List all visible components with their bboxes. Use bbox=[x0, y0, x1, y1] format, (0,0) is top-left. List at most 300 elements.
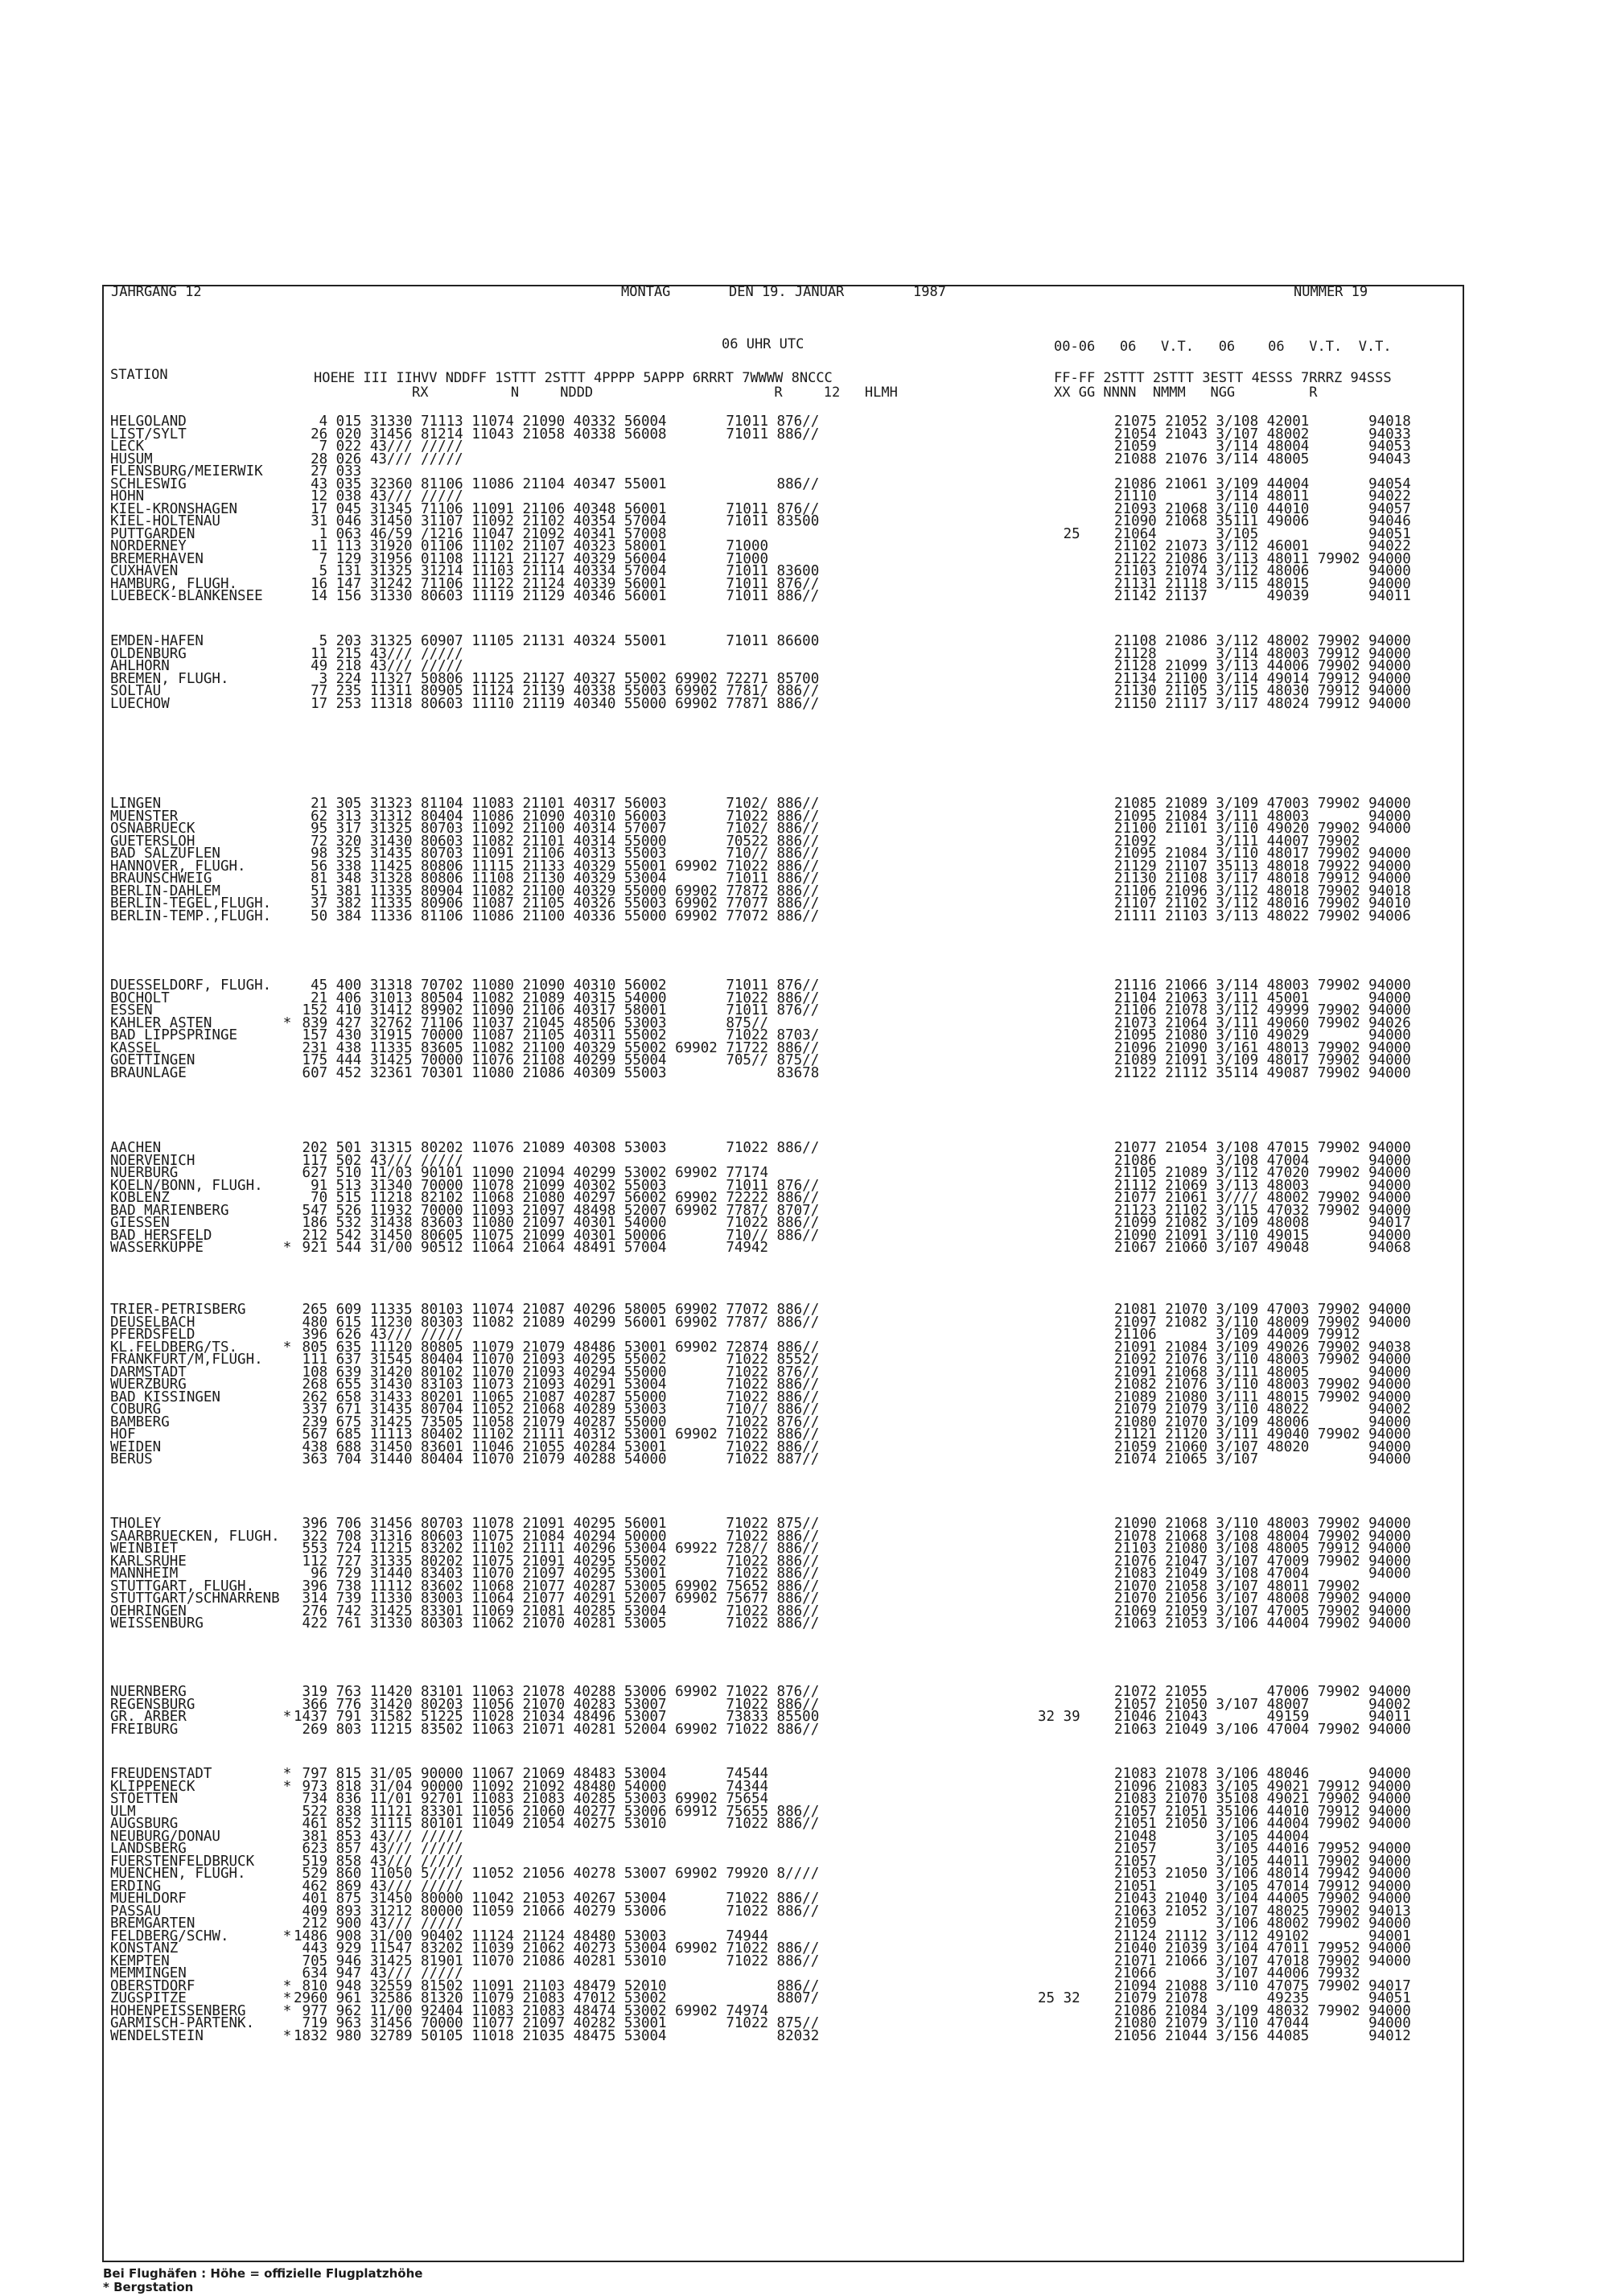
extreme-values: 21089 21091 3/109 48017 79902 94000 bbox=[1114, 1052, 1411, 1068]
extreme-values: 21103 21080 3/108 48005 79912 94000 bbox=[1114, 1541, 1411, 1557]
station-name: FREIBURG bbox=[110, 1722, 179, 1737]
mountain-marker: * bbox=[282, 2002, 292, 2019]
station-name: KL.FELDBERG/TS. bbox=[110, 1339, 238, 1355]
synop-values: 95 317 31325 80703 11092 21100 40314 57007 7102/ 886// bbox=[294, 821, 820, 837]
synop-values: 623 857 43/// ///// bbox=[294, 1841, 463, 1857]
gust-values: 32 39 bbox=[1038, 1709, 1080, 1725]
synop-values: 17 253 11318 80603 11110 21119 40340 55000 69902 77871 886// bbox=[294, 695, 820, 712]
station-name: BAMBERG bbox=[110, 1414, 170, 1430]
station-name: TRIER-PETRISBERG bbox=[110, 1302, 246, 1317]
station-name: HUSUM bbox=[110, 451, 153, 467]
station-name: HOF bbox=[110, 1427, 136, 1442]
right-columns-subheading: XX GG NNNN NMMM NGG R bbox=[1054, 385, 1318, 401]
synop-values: 396 626 43/// ///// bbox=[294, 1327, 463, 1343]
synop-values: 553 724 11215 83202 11102 21111 40296 53004 69922 728// 886// bbox=[294, 1541, 820, 1557]
mountain-marker: * bbox=[282, 1240, 292, 1256]
synop-values: 480 615 11230 80303 11082 21089 40299 56001 69902 7787/ 886// bbox=[294, 1314, 820, 1331]
synop-values: 522 838 11121 83301 11056 21060 40277 53006 69912 75655 886// bbox=[294, 1803, 820, 1820]
station-name: HOHN bbox=[110, 489, 145, 504]
mountain-marker: * bbox=[282, 2027, 292, 2044]
extreme-values: 21107 21102 3/112 48016 79902 94010 bbox=[1114, 895, 1411, 911]
extreme-values: 21077 21061 3//// 48002 79902 94000 bbox=[1114, 1190, 1411, 1206]
synop-values: 5 131 31325 31214 11103 21114 40334 57004 71011 83600 bbox=[294, 563, 820, 579]
station-name: KEMPTEN bbox=[110, 1953, 170, 1969]
synop-values: 72 320 31430 80603 11082 21101 40314 55000 70522 886// bbox=[294, 833, 820, 850]
station-name: BERLIN-TEGEL,FLUGH. bbox=[110, 896, 272, 911]
extreme-values: 21095 21080 3/110 49029 94000 bbox=[1114, 1027, 1411, 1043]
extreme-values: 21056 21044 3/156 44085 94012 bbox=[1114, 2027, 1411, 2044]
extreme-values: 21130 21105 3/115 48030 79912 94000 bbox=[1114, 683, 1411, 699]
station-name: KIEL-KRONSHAGEN bbox=[110, 501, 238, 516]
extreme-values: 21063 21049 3/106 47004 79902 94000 bbox=[1114, 1721, 1411, 1738]
station-name: BAD LIPPSPRINGE bbox=[110, 1028, 238, 1043]
station-name: DEUSELBACH bbox=[110, 1315, 195, 1330]
synop-values: 56 338 11425 80806 11115 21133 40329 55001 69902 71022 886// bbox=[294, 858, 820, 874]
extreme-values: 21093 21068 3/110 44010 94057 bbox=[1114, 500, 1411, 517]
synop-values: 529 860 11050 5//// 11052 21056 40278 53007 69902 79920 8//// bbox=[294, 1866, 820, 1882]
synop-values: 212 900 43/// ///// bbox=[294, 1915, 463, 1932]
extreme-values: 21075 21052 3/108 42001 94018 bbox=[1114, 414, 1411, 430]
station-name: ZUGSPITZE bbox=[110, 1991, 187, 2006]
station-name: GARMISCH-PARTENK. bbox=[110, 2016, 255, 2031]
synop-values: 111 637 31545 80404 11070 21093 40295 55002 71022 8552/ bbox=[294, 1352, 820, 1368]
station-name: FREUDENSTADT bbox=[110, 1767, 212, 1781]
extreme-values: 21092 3/111 44007 79902 bbox=[1114, 833, 1360, 850]
station-name: KASSEL bbox=[110, 1040, 162, 1055]
station-name: KONSTANZ bbox=[110, 1941, 179, 1956]
station-name: BERUS bbox=[110, 1452, 153, 1467]
synop-values: 77 235 11311 80905 11124 21139 40338 55003 69902 7781/ 886// bbox=[294, 683, 820, 699]
station-name: STUTTGART/SCHNARRENB bbox=[110, 1591, 280, 1606]
station-name: LINGEN bbox=[110, 796, 162, 811]
extreme-values: 21105 21089 3/112 47020 79902 94000 bbox=[1114, 1165, 1411, 1181]
extreme-values: 21059 3/114 48004 94053 bbox=[1114, 438, 1411, 455]
extreme-values: 21076 21047 3/107 47009 79902 94000 bbox=[1114, 1553, 1411, 1570]
station-name: BERLIN-TEMP.,FLUGH. bbox=[110, 908, 272, 924]
station-name: DARMSTADT bbox=[110, 1364, 187, 1380]
synop-values: 21 406 31013 80504 11082 21089 40315 54000 71022 886// bbox=[294, 990, 820, 1006]
synop-values: 50 384 11336 81106 11086 21100 40336 55000 69902 77072 886// bbox=[294, 907, 820, 924]
synop-values: 157 430 31915 70000 11087 21105 40311 55002 71022 8703/ bbox=[294, 1027, 820, 1043]
synop-values: 396 738 11112 83602 11068 21077 40287 53005 69902 75652 886// bbox=[294, 1578, 820, 1594]
mountain-marker: * bbox=[282, 1990, 292, 2006]
station-name: LECK bbox=[110, 439, 145, 454]
synop-values: 186 532 31438 83603 11080 21097 40301 54000 71022 886// bbox=[294, 1215, 820, 1231]
mountain-marker: * bbox=[282, 1709, 292, 1725]
synop-values: 262 658 31433 80201 11065 21087 40287 55000 71022 886// bbox=[294, 1389, 820, 1405]
station-name: BOCHOLT bbox=[110, 990, 170, 1006]
station-name: REGENSBURG bbox=[110, 1697, 195, 1712]
synop-values: 322 708 31316 80603 11075 21084 40294 50000 71022 886// bbox=[294, 1528, 820, 1545]
extreme-values: 21129 21107 35113 48018 79922 94000 bbox=[1114, 858, 1411, 874]
synop-values: 276 742 31425 83301 11069 21081 40285 53004 71022 886// bbox=[294, 1603, 820, 1619]
extreme-values: 21079 21078 49235 94051 bbox=[1114, 1990, 1411, 2006]
synop-values: 49 218 43/// ///// bbox=[294, 658, 463, 674]
station-name: COBURG bbox=[110, 1402, 162, 1417]
extreme-values: 21046 21043 49159 94011 bbox=[1114, 1709, 1411, 1725]
synop-values: 381 853 43/// ///// bbox=[294, 1828, 463, 1845]
extreme-values: 21096 21083 3/105 49021 79912 94000 bbox=[1114, 1778, 1411, 1795]
station-name: KARLSRUHE bbox=[110, 1553, 187, 1569]
synop-values: 27 033 bbox=[294, 463, 362, 479]
synop-values: 5 203 31325 60907 11105 21131 40324 55001 71011 86600 bbox=[294, 633, 820, 649]
extreme-values: 21128 3/114 48003 79912 94000 bbox=[1114, 645, 1411, 662]
synop-values: 409 893 31212 80000 11059 21066 40279 53006 71022 886// bbox=[294, 1903, 820, 1920]
station-name: WASSERKUPPE bbox=[110, 1241, 204, 1255]
synop-values: 547 526 11932 70000 11093 21097 48498 52007 69902 7787/ 8707/ bbox=[294, 1202, 820, 1219]
station-name: KAHLER ASTEN bbox=[110, 1015, 212, 1031]
synop-values: 921 544 31/00 90512 11064 21064 48491 57004 74942 bbox=[294, 1240, 769, 1256]
extreme-values: 21070 21056 3/107 48008 79902 94000 bbox=[1114, 1590, 1411, 1607]
synop-values: 112 727 31335 80202 11075 21091 40295 55002 71022 886// bbox=[294, 1553, 820, 1570]
synop-values: 634 947 43/// ///// bbox=[294, 1965, 463, 1981]
extreme-values: 21070 21058 3/107 48011 79902 bbox=[1114, 1578, 1360, 1594]
extreme-values: 21090 21068 3/110 48003 79902 94000 bbox=[1114, 1516, 1411, 1532]
synop-values: 805 635 11120 80805 11079 21079 48486 53001 69902 72874 886// bbox=[294, 1339, 820, 1356]
extreme-values: 21122 21086 3/113 48011 79902 94000 bbox=[1114, 550, 1411, 567]
synop-values: 839 427 32762 71106 11037 21045 48506 53003 875// bbox=[294, 1014, 769, 1031]
extreme-values: 21051 3/105 47014 79912 94000 bbox=[1114, 1878, 1411, 1895]
station-name: MANNHEIM bbox=[110, 1566, 179, 1581]
extreme-values: 21116 21066 3/114 48003 79902 94000 bbox=[1114, 977, 1411, 994]
extreme-values: 21095 21084 3/111 48003 94000 bbox=[1114, 808, 1411, 825]
synop-values: 108 639 31420 80102 11070 21093 40294 55000 71022 876// bbox=[294, 1364, 820, 1380]
station-name: FRANKFURT/M,FLUGH. bbox=[110, 1352, 263, 1367]
extreme-values: 21091 21084 3/109 49026 79902 94038 bbox=[1114, 1339, 1411, 1356]
extreme-values: 21091 21068 3/111 48005 94000 bbox=[1114, 1364, 1411, 1380]
extreme-values: 21086 21061 3/109 44004 94054 bbox=[1114, 475, 1411, 492]
synop-values: 4 015 31330 71113 11074 21090 40332 56004 71011 876// bbox=[294, 414, 820, 430]
station-name: FELDBERG/SCHW. bbox=[110, 1928, 229, 1944]
synop-values: 443 929 11547 83202 11039 21062 40273 53004 69902 71022 886// bbox=[294, 1940, 820, 1957]
station-name: MUENSTER bbox=[110, 809, 179, 824]
extreme-values: 21095 21084 3/110 48017 79902 94000 bbox=[1114, 846, 1411, 862]
extreme-values: 21080 21079 3/110 47044 94000 bbox=[1114, 2015, 1411, 2031]
mountain-marker: * bbox=[282, 1977, 292, 1994]
mountain-marker: * bbox=[282, 1014, 292, 1031]
extreme-values: 21086 3/108 47004 94000 bbox=[1114, 1152, 1411, 1169]
synop-values: 396 706 31456 80703 11078 21091 40295 56001 71022 875// bbox=[294, 1516, 820, 1532]
synop-values: 14 156 31330 80603 11119 21129 40346 56001 71011 886// bbox=[294, 588, 820, 604]
station-name: PFERDSFELD bbox=[110, 1327, 195, 1342]
extreme-values: 21106 21078 3/112 49999 79902 94000 bbox=[1114, 1002, 1411, 1018]
extreme-values: 21081 21070 3/109 47003 79902 94000 bbox=[1114, 1302, 1411, 1318]
extreme-values: 21150 21117 3/117 48024 79912 94000 bbox=[1114, 695, 1411, 712]
nummer-label: NUMMER 19 bbox=[1294, 284, 1368, 300]
station-name: KOELN/BONN, FLUGH. bbox=[110, 1178, 263, 1193]
extreme-values: 21057 21050 3/107 48007 94002 bbox=[1114, 1696, 1411, 1713]
synop-values: 627 510 11/03 90101 11090 21094 40299 53002 69902 77174 bbox=[294, 1165, 769, 1181]
station-name: NOERVENICH bbox=[110, 1153, 195, 1168]
extreme-values: 21110 3/114 48011 94022 bbox=[1114, 488, 1411, 504]
station-name: FUERSTENFELDBRUCK bbox=[110, 1854, 255, 1869]
station-name: BREMGARTEN bbox=[110, 1916, 195, 1931]
footnote-airport-height: Bei Flughäfen : Höhe = offizielle Flugplatzhöhe bbox=[103, 2266, 423, 2281]
synop-values: 51 381 11335 80904 11082 21100 40329 55000 69902 77872 886// bbox=[294, 883, 820, 899]
extreme-values: 21080 21070 3/109 48006 94000 bbox=[1114, 1413, 1411, 1430]
extreme-values: 21092 21076 3/110 48003 79902 94000 bbox=[1114, 1352, 1411, 1368]
station-name: BRAUNSCHWEIG bbox=[110, 871, 212, 886]
station-name: BREMEN, FLUGH. bbox=[110, 671, 229, 686]
station-name: SAARBRUECKEN, FLUGH. bbox=[110, 1529, 280, 1544]
station-name: GR. ARBER bbox=[110, 1710, 187, 1724]
extreme-values: 21131 21118 3/115 48015 94000 bbox=[1114, 575, 1411, 592]
extreme-values: 21103 21074 3/112 48006 94000 bbox=[1114, 563, 1411, 579]
station-name: AHLHORN bbox=[110, 659, 170, 673]
extreme-values: 21121 21120 3/111 49040 79902 94000 bbox=[1114, 1426, 1411, 1442]
synop-values: 3 224 11327 50806 11125 21127 40327 55002 69902 72271 85700 bbox=[294, 670, 820, 687]
synop-values: 16 147 31242 71106 11122 21124 40339 56001 71011 876// bbox=[294, 575, 820, 592]
synop-values: 7 022 43/// ///// bbox=[294, 438, 463, 455]
extreme-values: 21100 21101 3/110 49020 79902 94000 bbox=[1114, 821, 1411, 837]
station-name: HELGOLAND bbox=[110, 414, 187, 429]
extreme-values: 21134 21100 3/114 49014 79912 94000 bbox=[1114, 670, 1411, 687]
station-name: LANDSBERG bbox=[110, 1841, 187, 1856]
main-columns-subheading: RX N NDDD R 12 HLMH bbox=[412, 385, 898, 401]
synop-values: 239 675 31425 73505 11058 21079 40287 55000 71022 876// bbox=[294, 1413, 820, 1430]
synop-values: 152 410 31412 89902 11090 21106 40317 58001 71011 876// bbox=[294, 1002, 820, 1018]
extreme-values: 21099 21082 3/109 48008 94017 bbox=[1114, 1215, 1411, 1231]
extreme-values: 21122 21112 35114 49087 79902 94000 bbox=[1114, 1064, 1411, 1081]
station-name: BERLIN-DAHLEM bbox=[110, 883, 220, 899]
station-heading: STATION bbox=[110, 367, 168, 383]
station-name: OSNABRUECK bbox=[110, 821, 195, 836]
synop-values: 11 113 31920 01106 11102 21107 40323 58001 71000 bbox=[294, 538, 769, 554]
extreme-values: 21069 21059 3/107 47005 79902 94000 bbox=[1114, 1603, 1411, 1619]
date-label: DEN 19. JANUAR bbox=[729, 284, 845, 300]
synop-values: 231 438 11335 83605 11082 21100 40329 55002 69902 71722 886// bbox=[294, 1039, 820, 1056]
year-label: 1987 bbox=[913, 284, 946, 300]
station-name: BRAUNLAGE bbox=[110, 1065, 187, 1080]
station-name: ESSEN bbox=[110, 1003, 153, 1018]
extreme-values: 21112 21069 3/113 48003 94000 bbox=[1114, 1177, 1411, 1194]
extreme-values: 21123 21102 3/115 47032 79902 94000 bbox=[1114, 1202, 1411, 1219]
extreme-values: 21094 21088 3/110 47075 79902 94017 bbox=[1114, 1977, 1411, 1994]
station-name: MEMMINGEN bbox=[110, 1966, 187, 1981]
extreme-values: 21064 3/105 94051 bbox=[1114, 525, 1411, 542]
extreme-values: 21054 21043 3/107 48002 94033 bbox=[1114, 426, 1411, 442]
station-name: WEINBIET bbox=[110, 1541, 179, 1556]
station-name: GIESSEN bbox=[110, 1216, 170, 1230]
extreme-values: 21053 21050 3/106 48014 79942 94000 bbox=[1114, 1866, 1411, 1882]
station-name: THOLEY bbox=[110, 1516, 162, 1531]
synop-values: 212 542 31450 80605 11075 21099 40301 50006 710// 886// bbox=[294, 1227, 820, 1244]
synop-values: 26 020 31456 81214 11043 21058 40338 56008 71011 886// bbox=[294, 426, 820, 442]
synop-values: 21 305 31323 81104 11083 21101 40317 56003 7102/ 886// bbox=[294, 796, 820, 812]
synop-values: 977 962 11/00 92404 11083 21083 48474 53002 69902 74974 bbox=[294, 2002, 769, 2019]
synop-values: 45 400 31318 70702 11080 21090 40310 56002 71011 876// bbox=[294, 977, 820, 994]
extreme-values: 21090 21068 35111 49006 94046 bbox=[1114, 513, 1411, 529]
synop-values: 28 026 43/// ///// bbox=[294, 451, 463, 467]
synop-values: 31 046 31450 31107 11092 21102 40354 57004 71011 83500 bbox=[294, 513, 820, 529]
extreme-values: 21130 21108 3/117 48018 79912 94000 bbox=[1114, 870, 1411, 887]
station-name: GUETERSLOH bbox=[110, 833, 195, 849]
synop-values: 366 776 31420 80203 11056 21070 40283 53007 71022 886// bbox=[294, 1696, 820, 1713]
station-name: NEUBURG/DONAU bbox=[110, 1829, 220, 1844]
extreme-values: 21090 21091 3/110 49015 94000 bbox=[1114, 1227, 1411, 1244]
synop-values: 462 869 43/// ///// bbox=[294, 1878, 463, 1895]
station-name: EMDEN-HAFEN bbox=[110, 634, 204, 648]
synop-values: 337 671 31435 80704 11052 21068 40289 53003 710// 886// bbox=[294, 1401, 820, 1418]
gust-values: 25 32 bbox=[1038, 1990, 1080, 2006]
synop-values: 401 875 31450 80000 11042 21053 40267 53004 71022 886// bbox=[294, 1891, 820, 1907]
station-name: NUERBURG bbox=[110, 1166, 179, 1180]
right-columns-heading: FF-FF 2STTT 2STTT 3ESTT 4ESSS 7RRRZ 94SSS bbox=[1054, 370, 1392, 386]
synop-values: 17 045 31345 71106 11091 21106 40348 56001 71011 876// bbox=[294, 500, 820, 517]
station-name: OLDENBURG bbox=[110, 646, 187, 661]
extreme-values: 21111 21103 3/113 48022 79902 94006 bbox=[1114, 907, 1411, 924]
synop-values: 2960 961 32586 81320 11079 21083 47012 53002 8807/ bbox=[294, 1990, 820, 2006]
synop-values: 319 763 11420 83101 11063 21078 40288 53006 69902 71022 876// bbox=[294, 1684, 820, 1700]
extreme-values: 21083 21078 3/106 48046 94000 bbox=[1114, 1766, 1411, 1782]
extreme-values: 21097 21082 3/110 48009 79902 94000 bbox=[1114, 1314, 1411, 1331]
station-name: SOLTAU bbox=[110, 684, 162, 698]
extreme-values: 21089 21080 3/111 48015 79902 94000 bbox=[1114, 1389, 1411, 1405]
synop-values: 12 038 43/// ///// bbox=[294, 488, 463, 504]
synop-values: 519 858 43/// ///// bbox=[294, 1853, 463, 1870]
station-name: LIST/SYLT bbox=[110, 426, 187, 442]
station-name: BAD KISSINGEN bbox=[110, 1389, 220, 1405]
extreme-values: 21066 3/107 44006 79932 bbox=[1114, 1965, 1360, 1981]
mountain-marker: * bbox=[282, 1766, 292, 1782]
extreme-values: 21083 21049 3/108 47004 94000 bbox=[1114, 1566, 1411, 1582]
station-name: ERDING bbox=[110, 1878, 162, 1894]
station-name: MUEHLDORF bbox=[110, 1891, 187, 1906]
synop-values: 43 035 32360 81106 11086 21104 40347 55001 886// bbox=[294, 475, 820, 492]
station-name: AUGSBURG bbox=[110, 1817, 179, 1831]
synop-values: 1832 980 32789 50105 11018 21035 48475 53004 82032 bbox=[294, 2027, 820, 2044]
synop-values: 1 063 46/59 /1216 11047 21092 40341 57008 bbox=[294, 525, 667, 542]
station-name: WENDELSTEIN bbox=[110, 2028, 204, 2043]
extreme-values: 21073 21064 3/111 49060 79902 94026 bbox=[1114, 1014, 1411, 1031]
station-name: SCHLESWIG bbox=[110, 476, 187, 492]
synop-values: 11 215 43/// ///// bbox=[294, 645, 463, 662]
mountain-marker: * bbox=[282, 1339, 292, 1356]
synop-values: 7 129 31956 01108 11121 21127 40329 56004 71000 bbox=[294, 550, 769, 567]
extreme-values: 21043 21040 3/104 44005 79902 94000 bbox=[1114, 1891, 1411, 1907]
synop-values: 265 609 11335 80103 11074 21087 40296 58005 69902 77072 886// bbox=[294, 1302, 820, 1318]
extreme-values: 21057 3/105 44011 79902 94000 bbox=[1114, 1853, 1411, 1870]
mountain-marker: * bbox=[282, 1778, 292, 1795]
station-name: LUEBECK-BLANKENSEE bbox=[110, 589, 263, 603]
weekday-label: MONTAG bbox=[621, 284, 671, 300]
synop-values: 810 948 32559 81502 11091 21103 48479 52010 886// bbox=[294, 1977, 820, 1994]
extreme-values: 21128 21099 3/113 44006 79902 94000 bbox=[1114, 658, 1411, 674]
station-name: HANNOVER, FLUGH. bbox=[110, 858, 246, 874]
station-name: ULM bbox=[110, 1804, 136, 1819]
station-name: WEIDEN bbox=[110, 1439, 162, 1455]
synop-values: 175 444 31425 70000 11076 21108 40299 55004 705// 875// bbox=[294, 1052, 820, 1068]
extreme-values: 21059 21060 3/107 48020 94000 bbox=[1114, 1438, 1411, 1455]
extreme-values: 21108 21086 3/112 48002 79902 94000 bbox=[1114, 633, 1411, 649]
synop-values: 607 452 32361 70301 11080 21086 40309 55003 83678 bbox=[294, 1064, 820, 1081]
extreme-values: 21142 21137 49039 94011 bbox=[1114, 588, 1411, 604]
station-name: CUXHAVEN bbox=[110, 564, 179, 578]
synop-values: 62 313 31312 80404 11086 21090 40310 56003 71022 886// bbox=[294, 808, 820, 825]
mountain-marker: * bbox=[282, 1928, 292, 1944]
station-name: HOHENPEISSENBERG bbox=[110, 2003, 246, 2018]
extreme-values: 21106 21096 3/112 48018 79902 94018 bbox=[1114, 883, 1411, 899]
extreme-values: 21051 21050 3/106 44004 79902 94000 bbox=[1114, 1816, 1411, 1832]
station-name: BAD SALZUFLEN bbox=[110, 846, 220, 861]
jahrgang-label: JAHRGANG 12 bbox=[111, 284, 202, 300]
synop-values: 117 502 43/// ///// bbox=[294, 1152, 463, 1169]
main-columns-heading: HOEHE III IIHVV NDDFF 1STTT 2STTT 4PPPP 5APPP 6RRRT 7WWWW 8NCCC bbox=[314, 370, 833, 386]
station-name: AACHEN bbox=[110, 1141, 162, 1155]
synop-values: 567 685 11113 80402 11102 21111 40312 53001 69902 71022 886// bbox=[294, 1426, 820, 1442]
station-name: MUENCHEN, FLUGH. bbox=[110, 1866, 246, 1881]
extreme-values: 21040 21039 3/104 47011 79952 94000 bbox=[1114, 1940, 1411, 1957]
station-name: PASSAU bbox=[110, 1903, 162, 1919]
extreme-values: 21077 21054 3/108 47015 79902 94000 bbox=[1114, 1140, 1411, 1156]
synop-values: 37 382 11335 80906 11087 21105 40326 55003 69902 77077 886// bbox=[294, 895, 820, 911]
synop-values: 438 688 31450 83601 11046 21055 40284 53001 71022 886// bbox=[294, 1438, 820, 1455]
station-name: WUERZBURG bbox=[110, 1377, 187, 1392]
extreme-values: 21074 21065 3/107 94000 bbox=[1114, 1451, 1411, 1467]
extreme-values: 21083 21070 35108 49021 79902 94000 bbox=[1114, 1791, 1411, 1807]
station-name: LUECHOW bbox=[110, 696, 170, 711]
extreme-values: 21082 21076 3/110 48003 79902 94000 bbox=[1114, 1376, 1411, 1393]
footnote-mountain-station: * Bergstation bbox=[103, 2280, 194, 2294]
station-name: BAD HERSFELD bbox=[110, 1228, 212, 1243]
synop-values: 202 501 31315 80202 11076 21089 40308 53003 71022 886// bbox=[294, 1140, 820, 1156]
synop-values: 461 852 31115 80101 11049 21054 40275 53010 71022 886// bbox=[294, 1816, 820, 1832]
extreme-values: 21063 21053 3/106 44004 79902 94000 bbox=[1114, 1615, 1411, 1631]
synop-values: 797 815 31/05 90000 11067 21069 48483 53004 74544 bbox=[294, 1766, 769, 1782]
synop-values: 269 803 11215 83502 11063 21071 40281 52004 69902 71022 886// bbox=[294, 1721, 820, 1738]
synop-values: 363 704 31440 80404 11070 21079 40288 54000 71022 887// bbox=[294, 1451, 820, 1467]
station-name: OEHRINGEN bbox=[110, 1603, 187, 1619]
station-name: WEISSENBURG bbox=[110, 1616, 204, 1631]
extreme-values: 21104 21063 3/111 45001 94000 bbox=[1114, 990, 1411, 1006]
synop-values: 719 963 31456 70000 11077 21097 40282 53001 71022 875// bbox=[294, 2015, 820, 2031]
extreme-values: 21048 3/105 44004 bbox=[1114, 1828, 1310, 1845]
extreme-values: 21059 3/106 48002 79902 94000 bbox=[1114, 1915, 1411, 1932]
station-name: FLENSBURG/MEIERWIK bbox=[110, 464, 263, 479]
synop-values: 973 818 31/04 90000 11092 21092 48480 54000 74344 bbox=[294, 1778, 769, 1795]
extreme-values: 21086 21084 3/109 48032 79902 94000 bbox=[1114, 2002, 1411, 2019]
right-columns-top: 00-06 06 V.T. 06 06 V.T. V.T. bbox=[1054, 339, 1392, 355]
extreme-values: 21079 21079 3/110 48022 94002 bbox=[1114, 1401, 1411, 1418]
station-name: GOETTINGEN bbox=[110, 1053, 195, 1068]
synop-values: 96 729 31440 83403 11070 21097 40295 53001 71022 886// bbox=[294, 1566, 820, 1582]
uhr-utc-heading: 06 UHR UTC bbox=[722, 336, 804, 352]
extreme-values: 21102 21073 3/112 46001 94022 bbox=[1114, 538, 1411, 554]
extreme-values: 21096 21090 3/161 48013 79902 94000 bbox=[1114, 1039, 1411, 1056]
synop-values: 422 761 31330 80303 11062 21070 40281 53005 71022 886// bbox=[294, 1615, 820, 1631]
synop-values: 81 348 31328 80806 11108 21130 40329 53004 71011 886// bbox=[294, 870, 820, 887]
station-name: OBERSTDORF bbox=[110, 1978, 195, 1994]
extreme-values: 21063 21052 3/107 48025 79902 94013 bbox=[1114, 1903, 1411, 1920]
extreme-values: 21088 21076 3/114 48005 94043 bbox=[1114, 451, 1411, 467]
extreme-values: 21072 21055 47006 79902 94000 bbox=[1114, 1684, 1411, 1700]
synop-values: 98 325 31435 80703 11091 21106 40313 55003 710// 886// bbox=[294, 846, 820, 862]
extreme-values: 21057 3/105 44016 79952 94000 bbox=[1114, 1841, 1411, 1857]
extreme-values: 21078 21068 3/108 48004 79902 94000 bbox=[1114, 1528, 1411, 1545]
station-name: PUTTGARDEN bbox=[110, 526, 195, 541]
synop-values: 70 515 11218 82102 11068 21080 40297 56002 69902 72222 886// bbox=[294, 1190, 820, 1206]
extreme-values: 21057 21051 35106 44010 79912 94000 bbox=[1114, 1803, 1411, 1820]
synop-values: 91 513 31340 70000 11078 21099 40302 55003 71011 876// bbox=[294, 1177, 820, 1194]
gust-values: 25 bbox=[1038, 525, 1080, 542]
extreme-values: 21106 3/109 44009 79912 bbox=[1114, 1327, 1360, 1343]
extreme-values: 21124 21112 3/112 49102 94001 bbox=[1114, 1928, 1411, 1944]
station-name: KOBLENZ bbox=[110, 1191, 170, 1205]
synop-values: 1486 908 31/00 90402 11124 21124 48480 53003 74944 bbox=[294, 1928, 769, 1944]
synop-values: 705 946 31425 81901 11070 21086 40281 53010 71022 886// bbox=[294, 1952, 820, 1969]
station-name: NORDERNEY bbox=[110, 539, 187, 553]
synop-values: 268 655 31430 83103 11073 21093 40291 53004 71022 886// bbox=[294, 1376, 820, 1393]
